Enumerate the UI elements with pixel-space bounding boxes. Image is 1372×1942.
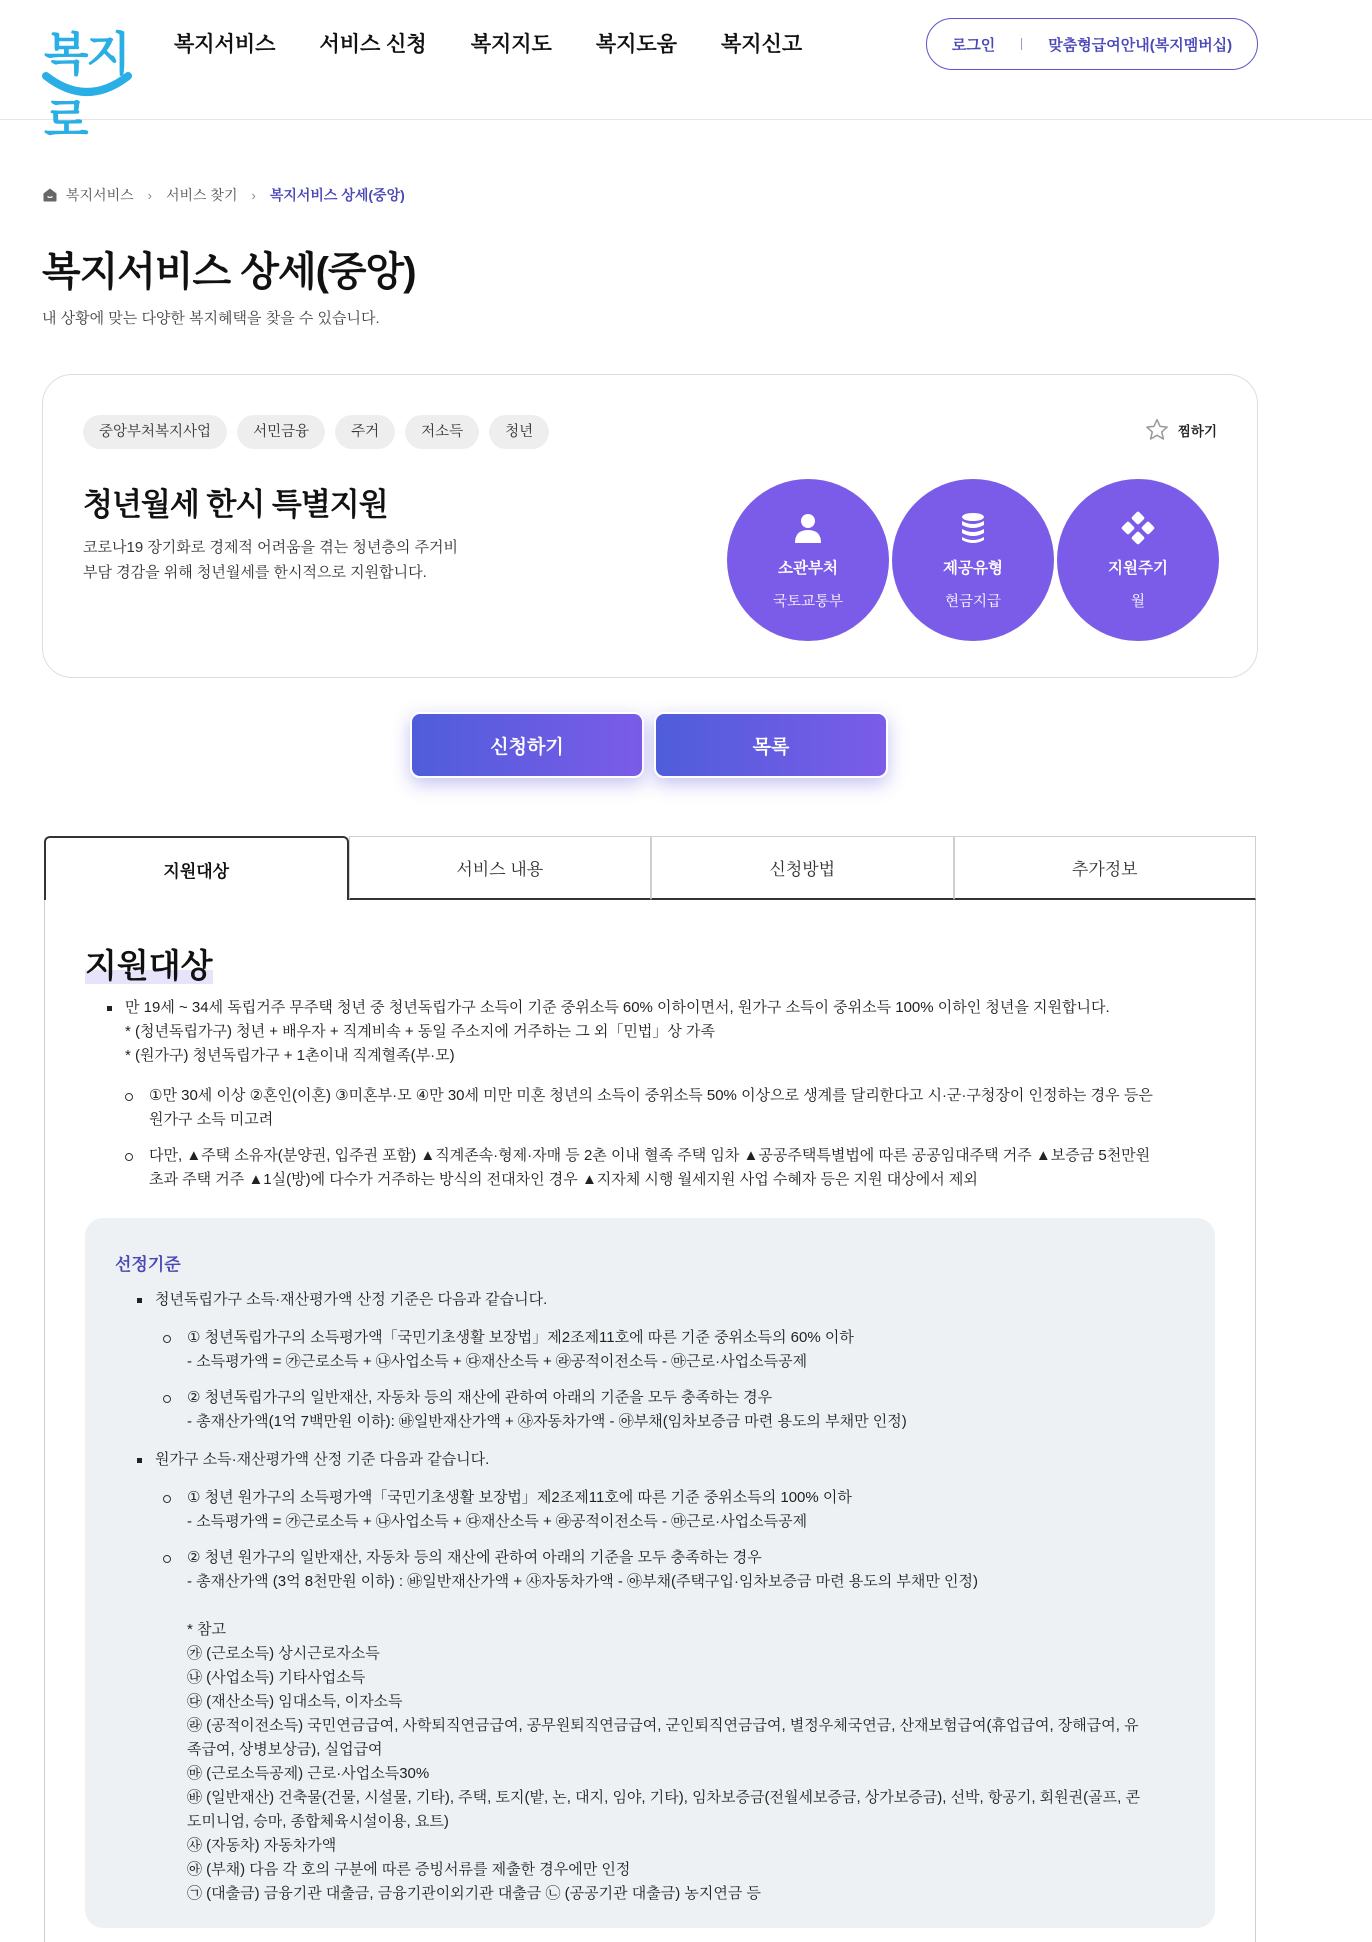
info-circle-type (892, 479, 1054, 641)
wishlist-button[interactable] (1144, 417, 1217, 443)
coin-stack-icon (955, 510, 991, 546)
service-description (83, 535, 483, 585)
criteria-line: ② 청년독립가구의 일반재산, 자동차 등의 재산에 관하여 아래의 기준을 모두 충족하는 경우 (187, 1389, 773, 1406)
tab-target[interactable]: 지원대상 (44, 836, 349, 900)
star-icon (1144, 417, 1170, 443)
tag: 서민금융 (237, 415, 325, 449)
spacer (187, 1594, 1153, 1618)
criteria-box (85, 1218, 1215, 1928)
list-item (163, 1326, 1153, 1374)
list-item: 만 19세 ~ 34세 독립거주 무주택 청년 중 청년독립가구 소득이 기준 중위소득 60% 이하이면서, 원가구 소득이 중위소득 100% 이하인 청년을 지원합니다. (107, 996, 1217, 1020)
tab-apply-method[interactable]: 신청방법 (651, 836, 954, 900)
nav-welfare-report[interactable]: 복지신고 (721, 33, 803, 56)
service-summary-card (42, 374, 1258, 678)
section-title (85, 940, 213, 987)
info-label: 소관부처 (778, 559, 838, 577)
list-item: 다만, ▲주택 소유자(분양권, 입주권 포함) ▲직계존속·형제·자매 등 2촌 이내 혈족 주택 임차 ▲공공주택특별법에 따른 공공임대주택 거주 ▲보증금 5천만원 초과 주택 거주 ▲1실(방)에 다수가 거주하는 방식의 전대차인 경우 ▲지자체 시행 월세지원 사업 수혜자 등은 지원 대상에서 제외 (125, 1144, 1155, 1192)
reference-line: ㉲ (근로소득공제) 근로·사업소득30% (187, 1765, 430, 1782)
diamond-dots-icon (1120, 510, 1156, 546)
breadcrumb-current: 복지서비스 상세(중앙) (269, 187, 405, 203)
criteria-line: ① 청년 원가구의 소득평가액「국민기초생활 보장법」제2조제11호에 따른 기준 중위소득의 100% 이하 (187, 1489, 852, 1506)
tag: 청년 (489, 415, 549, 449)
tab-service-content[interactable]: 서비스 내용 (349, 836, 652, 900)
reference-line: ㉵ (부채) 다음 각 호의 구분에 따른 증빙서류를 제출한 경우에만 인정 (187, 1861, 631, 1878)
reference-title: * 참고 (187, 1621, 226, 1638)
criteria-list (137, 1288, 1177, 1920)
chevron-right-icon: › (147, 187, 152, 203)
nav-welfare-service[interactable]: 복지서비스 (174, 33, 276, 56)
detail-tabs (44, 836, 1256, 900)
reference-line: ㉠ (대출금) 금융기관 대출금, 금융기관이외기관 대출금 ㉡ (공공기관 대출금) 농지연금 등 (187, 1885, 761, 1902)
service-description-line: 부담 경감을 위해 청년월세를 한시적으로 지원합니다. (83, 564, 427, 581)
info-circle-department (727, 479, 889, 641)
criteria-line: - 총재산가액(1억 7백만원 이하): ㉳일반재산가액 + ㉴자동차가액 - ㉵부채(임차보증금 마련 용도의 부채만 인정) (187, 1413, 907, 1430)
list-item: 원가구 소득·재산평가액 산정 기준 다음과 같습니다. (137, 1448, 1177, 1472)
list-item (163, 1546, 1153, 1906)
service-title: 청년월세 한시 특별지원 (83, 487, 388, 522)
apply-button[interactable]: 신청하기 (410, 712, 644, 778)
bokjiro-logo[interactable] (40, 18, 132, 147)
info-circle-cycle (1057, 479, 1219, 641)
tag: 주거 (335, 415, 395, 449)
tag-list (83, 415, 549, 449)
reference-line: ㉴ (자동차) 자동차가액 (187, 1837, 337, 1854)
wishlist-label: 찜하기 (1177, 424, 1217, 439)
page-subtitle: 내 상황에 맞는 다양한 복지혜택을 찾을 수 있습니다. (42, 310, 380, 327)
reference-line: ㉳ (일반재산) 건축물(건물, 시설물, 기타), 주택, 토지(밭, 논, 대지, 임야, 기타), 임차보증금(전월세보증금, 상가보증금), 선박, 항공기, 회원권(골프, 콘도미니엄, 승마, 종합체육시설이용, 요트) (187, 1789, 1140, 1830)
chevron-right-icon: › (251, 187, 256, 203)
person-icon (790, 510, 826, 546)
criteria-line: - 소득평가액 = ㉮근로소득 + ㉯사업소득 + ㉰재산소득 + ㉱공적이전소득 - ㉲근로·사업소득공제 (187, 1513, 808, 1530)
list-item: ①만 30세 이상 ②혼인(이혼) ③미혼부·모 ④만 30세 미만 미혼 청년의 소득이 중위소득 50% 이상으로 생계를 달리한다고 시·군·구청장이 인정하는 경우 등은 원가구 소득 미고려 (125, 1084, 1155, 1132)
main-nav (174, 30, 846, 60)
breadcrumb (42, 185, 405, 205)
tab-panel-target (44, 900, 1256, 1942)
reference-line: ㉰ (재산소득) 임대소득, 이자소득 (187, 1693, 403, 1710)
tag: 중앙부처복지사업 (83, 415, 227, 449)
service-info-circles (727, 479, 1222, 641)
logo-smile-icon (42, 70, 132, 100)
breadcrumb-item-find[interactable]: 서비스 찾기 (165, 187, 238, 203)
criteria-title: 선정기준 (115, 1255, 181, 1274)
nav-welfare-map[interactable]: 복지지도 (470, 33, 552, 56)
info-value: 국토교통부 (772, 593, 844, 610)
criteria-line: - 총재산가액 (3억 8천만원 이하) : ㉳일반재산가액 + ㉴자동차가액 - ㉵부채(주택구입·임차보증금 마련 용도의 부채만 인정) (187, 1573, 978, 1590)
reference-line: ㉮ (근로소득) 상시근로자소득 (187, 1645, 380, 1662)
nav-service-apply[interactable]: 서비스 신청 (319, 33, 427, 56)
nav-welfare-help[interactable]: 복지도움 (595, 33, 678, 56)
list-button[interactable]: 목록 (654, 712, 888, 778)
reference-line: ㉯ (사업소득) 기타사업소득 (187, 1669, 366, 1686)
breadcrumb-item-welfare[interactable]: 복지서비스 (66, 187, 134, 203)
sub-list (137, 1486, 1177, 1906)
list-item (163, 1486, 1153, 1534)
section-title-text: 지원대상 (85, 947, 213, 984)
target-list (107, 996, 1217, 1204)
service-description-line: 코로나19 장기화로 경제적 어려움을 겪는 청년층의 주거비 (83, 539, 458, 556)
home-icon[interactable] (42, 187, 58, 203)
sub-list (107, 1084, 1217, 1192)
info-value: 현금지급 (944, 593, 1002, 610)
list-item: 청년독립가구 소득·재산평가액 산정 기준은 다음과 같습니다. (137, 1288, 1177, 1312)
reference-line: ㉱ (공적이전소득) 국민연금급여, 사학퇴직연금급여, 공무원퇴직연금급여, 군인퇴직연금급여, 별정우체국연금, 산재보험급여(휴업급여, 장해급여, 유족급여, 상병보상금), 실업급여 (187, 1717, 1139, 1758)
note-line: * (원가구) 청년독립가구 + 1촌이내 직계혈족(부·모) (125, 1047, 455, 1064)
note-line: * (청년독립가구) 청년 + 배우자 + 직계비속 + 동일 주소지에 거주하는 그 외「민법」상 가족 (125, 1023, 715, 1040)
list-item (163, 1386, 1153, 1434)
info-value: 월 (1130, 593, 1145, 610)
criteria-line: ① 청년독립가구의 소득평가액「국민기초생활 보장법」제2조제11호에 따른 기준 중위소득의 60% 이하 (187, 1329, 854, 1346)
info-label: 제공유형 (943, 559, 1003, 577)
login-link[interactable]: 로그인 (951, 36, 996, 54)
info-label: 지원주기 (1108, 559, 1168, 577)
sub-list (137, 1326, 1177, 1434)
tag: 저소득 (405, 415, 479, 449)
membership-link[interactable]: 맞춤형급여안내(복지멤버십) (1048, 36, 1233, 54)
util-divider (1021, 38, 1022, 50)
logo-text: 복지로 (44, 27, 129, 147)
tab-additional-info[interactable]: 추가정보 (954, 836, 1257, 900)
util-links (926, 18, 1258, 70)
criteria-line: - 소득평가액 = ㉮근로소득 + ㉯사업소득 + ㉰재산소득 + ㉱공적이전소득 - ㉲근로·사업소득공제 (187, 1353, 808, 1370)
criteria-line: ② 청년 원가구의 일반재산, 자동차 등의 재산에 관하여 아래의 기준을 모두 충족하는 경우 (187, 1549, 762, 1566)
site-header (0, 0, 1372, 147)
page-title: 복지서비스 상세(중앙) (42, 250, 416, 294)
